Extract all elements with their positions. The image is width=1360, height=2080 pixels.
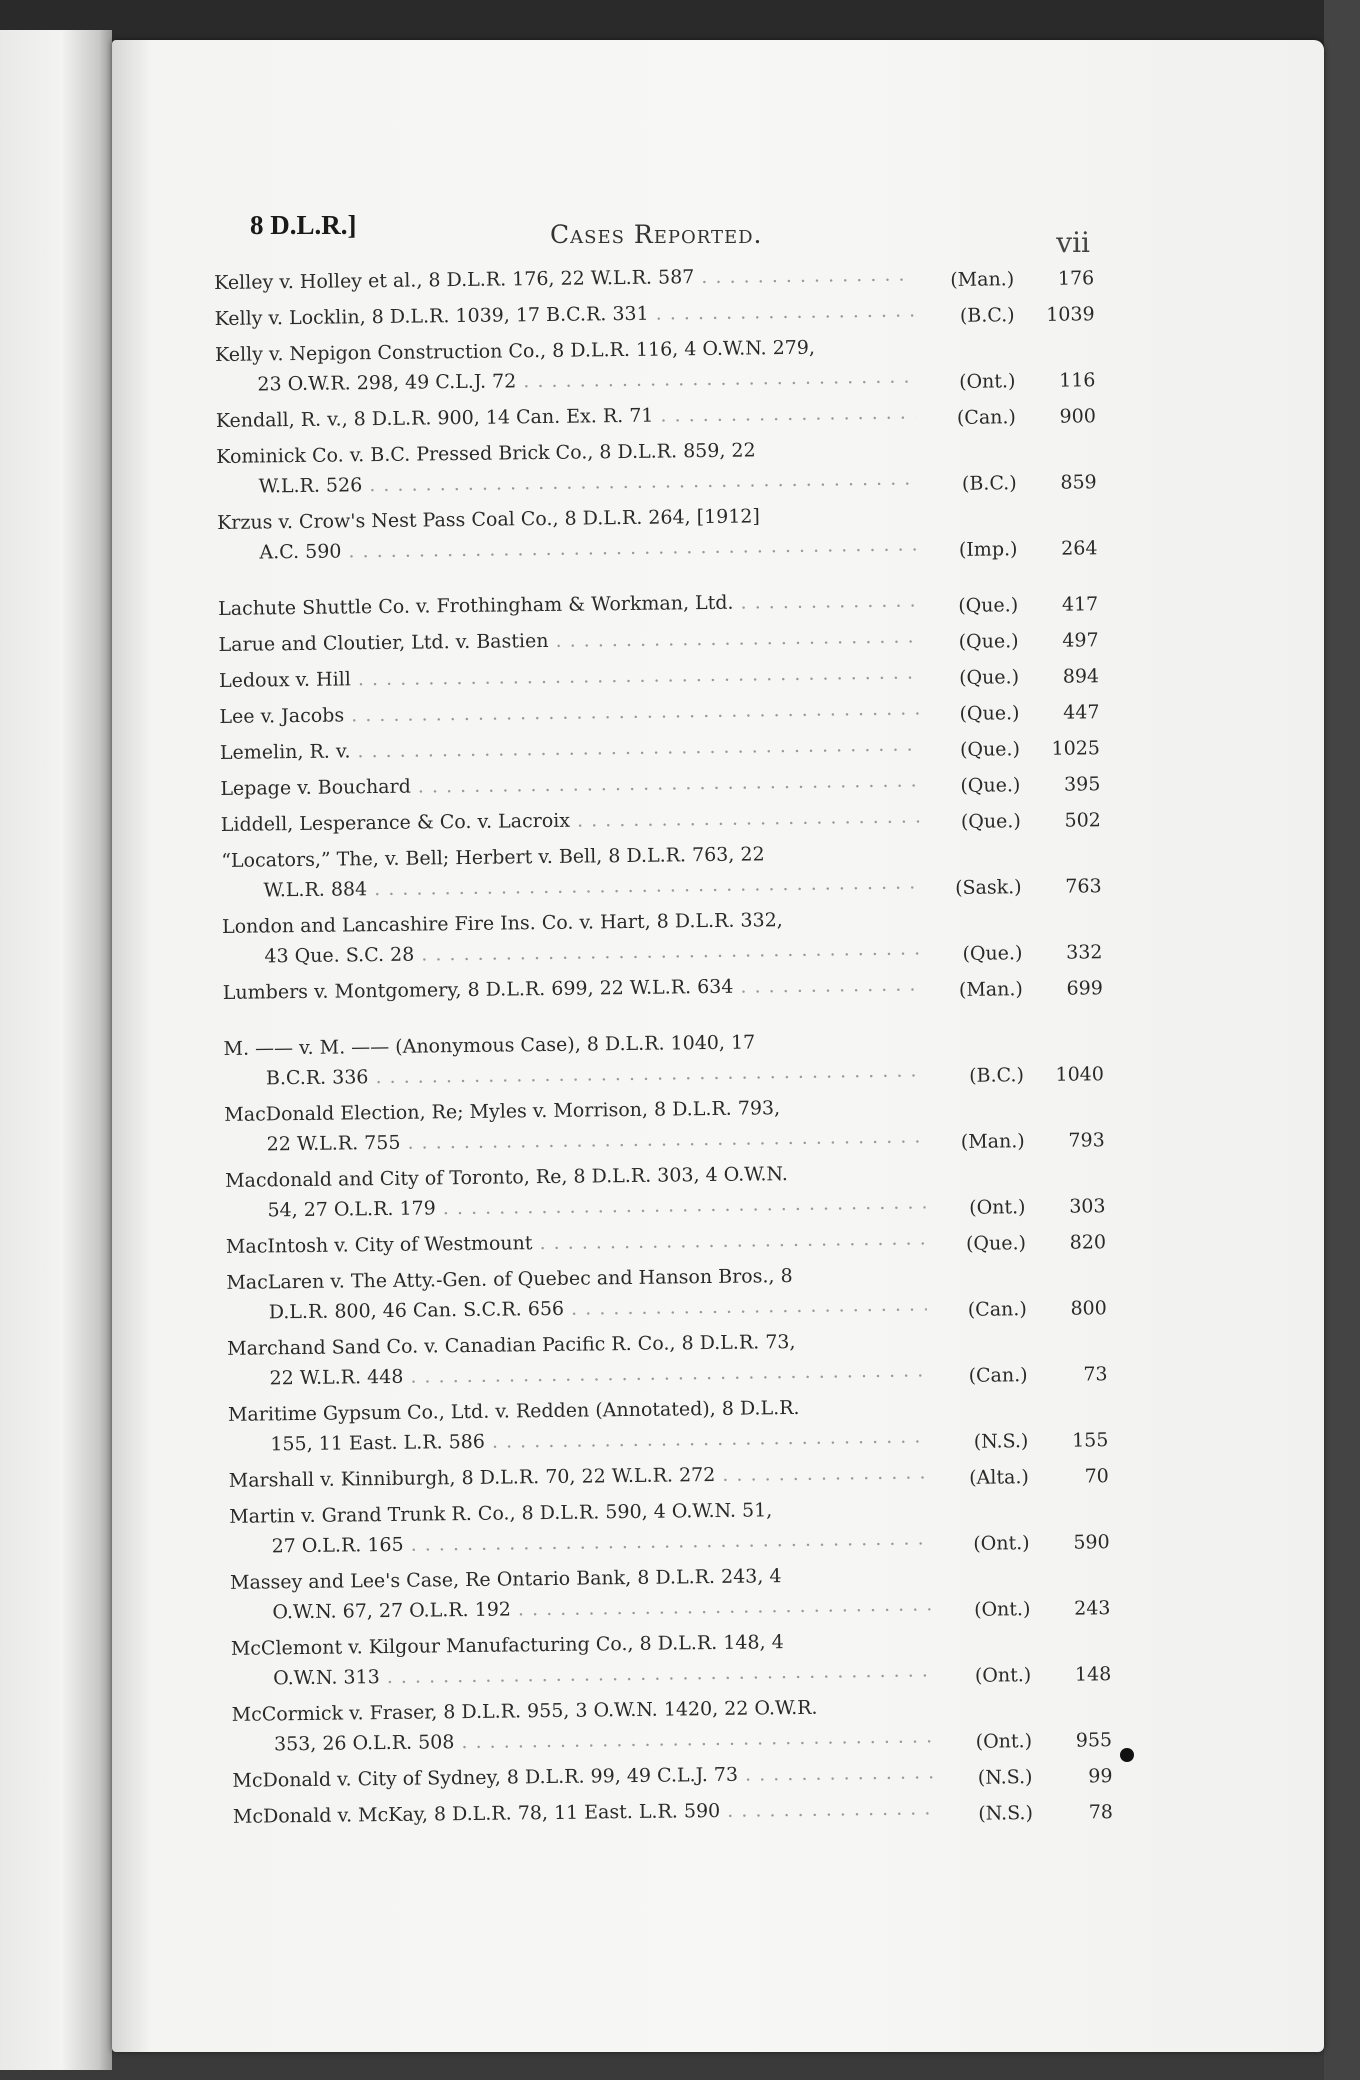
case-entry xyxy=(225,1155,1106,1232)
case-entry xyxy=(221,835,1102,912)
scan-speck xyxy=(1120,1748,1134,1762)
case-page-number: 793 xyxy=(1068,1129,1105,1152)
case-entry xyxy=(216,431,1097,508)
court-label: (Que.) xyxy=(958,666,1020,689)
case-citation: Kelly v. Locklin, 8 D.L.R. 1039, 17 B.C.R. 331 . . . xyxy=(214,295,914,334)
case-citation-continued: W.L.R. 526 . . . xyxy=(216,463,916,502)
scan-border-right xyxy=(1324,0,1360,2080)
page-title: Cases Reported. xyxy=(550,220,763,249)
case-page-number: 176 xyxy=(1057,267,1095,290)
case-page-number: 800 xyxy=(1070,1297,1107,1320)
case-citation: McDonald v. City of Sydney, 8 D.L.R. 99, 49 C.L.J. 73 . . . xyxy=(232,1757,932,1796)
court-label: (Ont.) xyxy=(958,370,1016,393)
case-page-number: 148 xyxy=(1074,1663,1112,1686)
court-label: (N.S.) xyxy=(978,1802,1034,1825)
cases-list xyxy=(214,257,1113,1838)
court-label: (Ont.) xyxy=(973,1532,1030,1555)
case-page-number: 1039 xyxy=(1046,303,1095,326)
case-citation-continued: 353, 26 O.L.R. 508 . . . xyxy=(232,1721,932,1760)
case-citation: Liddell, Lesperance & Co. v. Lacroix . . . xyxy=(221,801,921,840)
case-citation: Lachute Shuttle Co. v. Frothingham & Workman, Ltd. . . . xyxy=(218,585,918,624)
case-citation: Larue and Cloutier, Ltd. v. Bastien . . . xyxy=(218,621,918,660)
case-page-number: 502 xyxy=(1064,809,1101,832)
case-page-number: 99 xyxy=(1088,1765,1113,1788)
case-citation-continued: O.W.N. 67, 27 O.L.R. 192 . . . xyxy=(230,1589,930,1628)
case-entry xyxy=(231,1623,1112,1700)
case-entry xyxy=(215,329,1096,406)
court-label: (Ont.) xyxy=(969,1196,1026,1219)
case-citation: Marshall v. Kinniburgh, 8 D.L.R. 70, 22 W.L.R. 272 . . . xyxy=(229,1457,929,1496)
case-citation: MacDonald Election, Re; Myles v. Morrison, 8 D.L.R. 793, xyxy=(224,1097,781,1126)
case-citation: Kelley v. Holley et al., 8 D.L.R. 176, 22 W.L.R. 587 . . . xyxy=(214,259,914,298)
case-page-number: 447 xyxy=(1063,701,1100,724)
case-page-number: 303 xyxy=(1069,1195,1106,1218)
case-citation-continued: D.L.R. 800, 46 Can. S.C.R. 656 . . . xyxy=(227,1289,927,1328)
court-label: (Imp.) xyxy=(958,538,1018,561)
court-label: (Sask.) xyxy=(955,876,1022,899)
case-citation: MacLaren v. The Atty.-Gen. of Quebec and Hanson Bros., 8 xyxy=(226,1265,793,1294)
case-page-number: 243 xyxy=(1074,1597,1111,1620)
case-citation-continued: 23 O.W.R. 298, 49 C.L.J. 72 . . . xyxy=(215,361,915,400)
case-citation: Macdonald and City of Toronto, Re, 8 D.L.R. 303, 4 O.W.N. xyxy=(225,1163,789,1192)
case-citation: London and Lancashire Fire Ins. Co. v. Hart, 8 D.L.R. 332, xyxy=(221,909,783,938)
case-entry xyxy=(228,1389,1109,1466)
case-citation: Maritime Gypsum Co., Ltd. v. Redden (Annotated), 8 D.L.R. xyxy=(227,1396,800,1426)
case-entry xyxy=(217,497,1098,574)
case-page-number: 78 xyxy=(1088,1801,1114,1824)
volume-label: 8 D.L.R.] xyxy=(250,210,357,240)
case-citation: Ledoux v. Hill . . . xyxy=(219,657,919,696)
facing-page-edge xyxy=(0,30,112,2070)
court-label: (Que.) xyxy=(958,630,1019,653)
case-citation: Marchand Sand Co. v. Canadian Pacific R. Co., 8 D.L.R. 73, xyxy=(227,1330,796,1360)
court-label: (Que.) xyxy=(965,1232,1027,1255)
court-label: (Que.) xyxy=(960,774,1021,797)
case-entry xyxy=(226,1257,1107,1334)
case-page-number: 155 xyxy=(1071,1429,1109,1452)
case-page-number: 73 xyxy=(1083,1363,1108,1386)
court-label: (Ont.) xyxy=(975,1730,1033,1753)
case-page-number: 1025 xyxy=(1051,737,1101,760)
case-citation: McCormick v. Fraser, 8 D.L.R. 955, 3 O.W.N. 1420, 22 O.W.R. xyxy=(231,1696,818,1726)
case-page-number: 763 xyxy=(1065,875,1102,898)
case-page-number: 417 xyxy=(1061,593,1099,616)
case-citation: Lemelin, R. v. . . . xyxy=(220,729,920,768)
case-citation: Massey and Lee's Case, Re Ontario Bank, 8 D.L.R. 243, 4 xyxy=(229,1565,782,1594)
case-citation-continued: W.L.R. 884 . . . xyxy=(221,867,921,906)
case-entry xyxy=(222,901,1103,978)
case-citation: Kelly v. Nepigon Construction Co., 8 D.L.R. 116, 4 O.W.N. 279, xyxy=(214,336,816,366)
case-citation: Krzus v. Crow's Nest Pass Coal Co., 8 D.L.R. 264, [1912] xyxy=(216,505,760,534)
court-label: (Ont.) xyxy=(974,1664,1032,1687)
case-page-number: 820 xyxy=(1069,1231,1107,1254)
case-citation-continued: 27 O.L.R. 165 . . . xyxy=(229,1523,929,1562)
case-page-number: 894 xyxy=(1062,665,1100,688)
court-label: (B.C.) xyxy=(969,1064,1025,1087)
case-citation-continued: B.C.R. 336 . . . xyxy=(224,1055,924,1094)
case-entry xyxy=(231,1689,1112,1766)
case-page-number: 116 xyxy=(1059,369,1096,392)
court-label: (Man.) xyxy=(950,268,1015,292)
case-entry xyxy=(229,1491,1110,1568)
case-page-number: 590 xyxy=(1073,1531,1110,1554)
court-label: (B.C.) xyxy=(959,304,1015,327)
page-number: vii xyxy=(1056,226,1090,259)
court-label: (B.C.) xyxy=(961,472,1017,495)
case-page-number: 332 xyxy=(1066,941,1103,964)
case-citation: Kominick Co. v. B.C. Pressed Brick Co., 8 D.L.R. 859, 22 xyxy=(216,439,756,468)
case-citation: Lumbers v. Montgomery, 8 D.L.R. 699, 22 W.L.R. 634 . . . xyxy=(223,969,923,1008)
court-label: (Can.) xyxy=(968,1364,1028,1387)
case-citation: McClemont v. Kilgour Manufacturing Co., 8 D.L.R. 148, 4 xyxy=(230,1631,784,1660)
case-entry xyxy=(223,1023,1104,1100)
court-label: (Que.) xyxy=(959,738,1021,761)
case-citation-continued: 22 W.L.R. 448 . . . xyxy=(227,1355,927,1394)
case-citation-continued: 22 W.L.R. 755 . . . xyxy=(225,1121,925,1160)
court-label: (Alta.) xyxy=(969,1466,1029,1489)
court-label: (Can.) xyxy=(956,406,1017,429)
case-entry xyxy=(230,1557,1111,1634)
court-label: (Que.) xyxy=(959,702,1020,725)
court-label: (Man.) xyxy=(960,1130,1025,1153)
running-header xyxy=(250,206,1090,259)
case-page-number: 699 xyxy=(1066,977,1103,1000)
court-label: (Que.) xyxy=(958,594,1019,617)
court-label: (Que.) xyxy=(962,942,1023,965)
case-citation-continued: 43 Que. S.C. 28 . . . xyxy=(222,933,922,972)
case-citation-continued: A.C. 590 . . . xyxy=(217,529,917,568)
case-citation-continued: O.W.N. 313 . . . xyxy=(231,1655,931,1694)
case-citation: MacIntosh v. City of Westmount . . . xyxy=(226,1223,926,1262)
court-label: (Can.) xyxy=(967,1298,1027,1321)
case-page-number: 497 xyxy=(1062,629,1099,652)
case-citation-continued: 54, 27 O.L.R. 179 . . . xyxy=(225,1187,925,1226)
case-entry xyxy=(224,1089,1105,1166)
case-page-number: 1040 xyxy=(1055,1063,1105,1086)
court-label: (N.S.) xyxy=(973,1430,1029,1453)
court-label: (Que.) xyxy=(960,810,1021,833)
case-page-number: 395 xyxy=(1063,773,1101,796)
case-page-number: 264 xyxy=(1061,537,1098,560)
case-citation-continued: 155, 11 East. L.R. 586 . . . xyxy=(228,1421,928,1460)
case-citation: M. —— v. M. —— (Anonymous Case), 8 D.L.R. 1040, 17 xyxy=(223,1031,756,1060)
case-entry xyxy=(227,1323,1108,1400)
case-citation: “Locators,” The, v. Bell; Herbert v. Bell, 8 D.L.R. 763, 22 xyxy=(221,843,765,872)
case-page-number: 859 xyxy=(1060,471,1097,494)
case-citation: Lepage v. Bouchard . . . xyxy=(220,765,920,804)
case-page-number: 900 xyxy=(1059,405,1097,428)
case-page-number: 955 xyxy=(1075,1729,1113,1752)
case-citation: Lee v. Jacobs . . . xyxy=(219,693,919,732)
case-citation: Kendall, R. v., 8 D.L.R. 900, 14 Can. Ex. R. 71 . . . xyxy=(216,397,916,436)
case-citation: Martin v. Grand Trunk R. Co., 8 D.L.R. 590, 4 O.W.N. 51, xyxy=(229,1499,773,1528)
case-page-number: 70 xyxy=(1084,1465,1109,1488)
case-citation: McDonald v. McKay, 8 D.L.R. 78, 11 East. L.R. 590 . . . xyxy=(233,1793,933,1832)
court-label: (N.S.) xyxy=(977,1766,1033,1789)
court-label: (Man.) xyxy=(958,978,1024,1001)
court-label: (Ont.) xyxy=(973,1598,1031,1621)
